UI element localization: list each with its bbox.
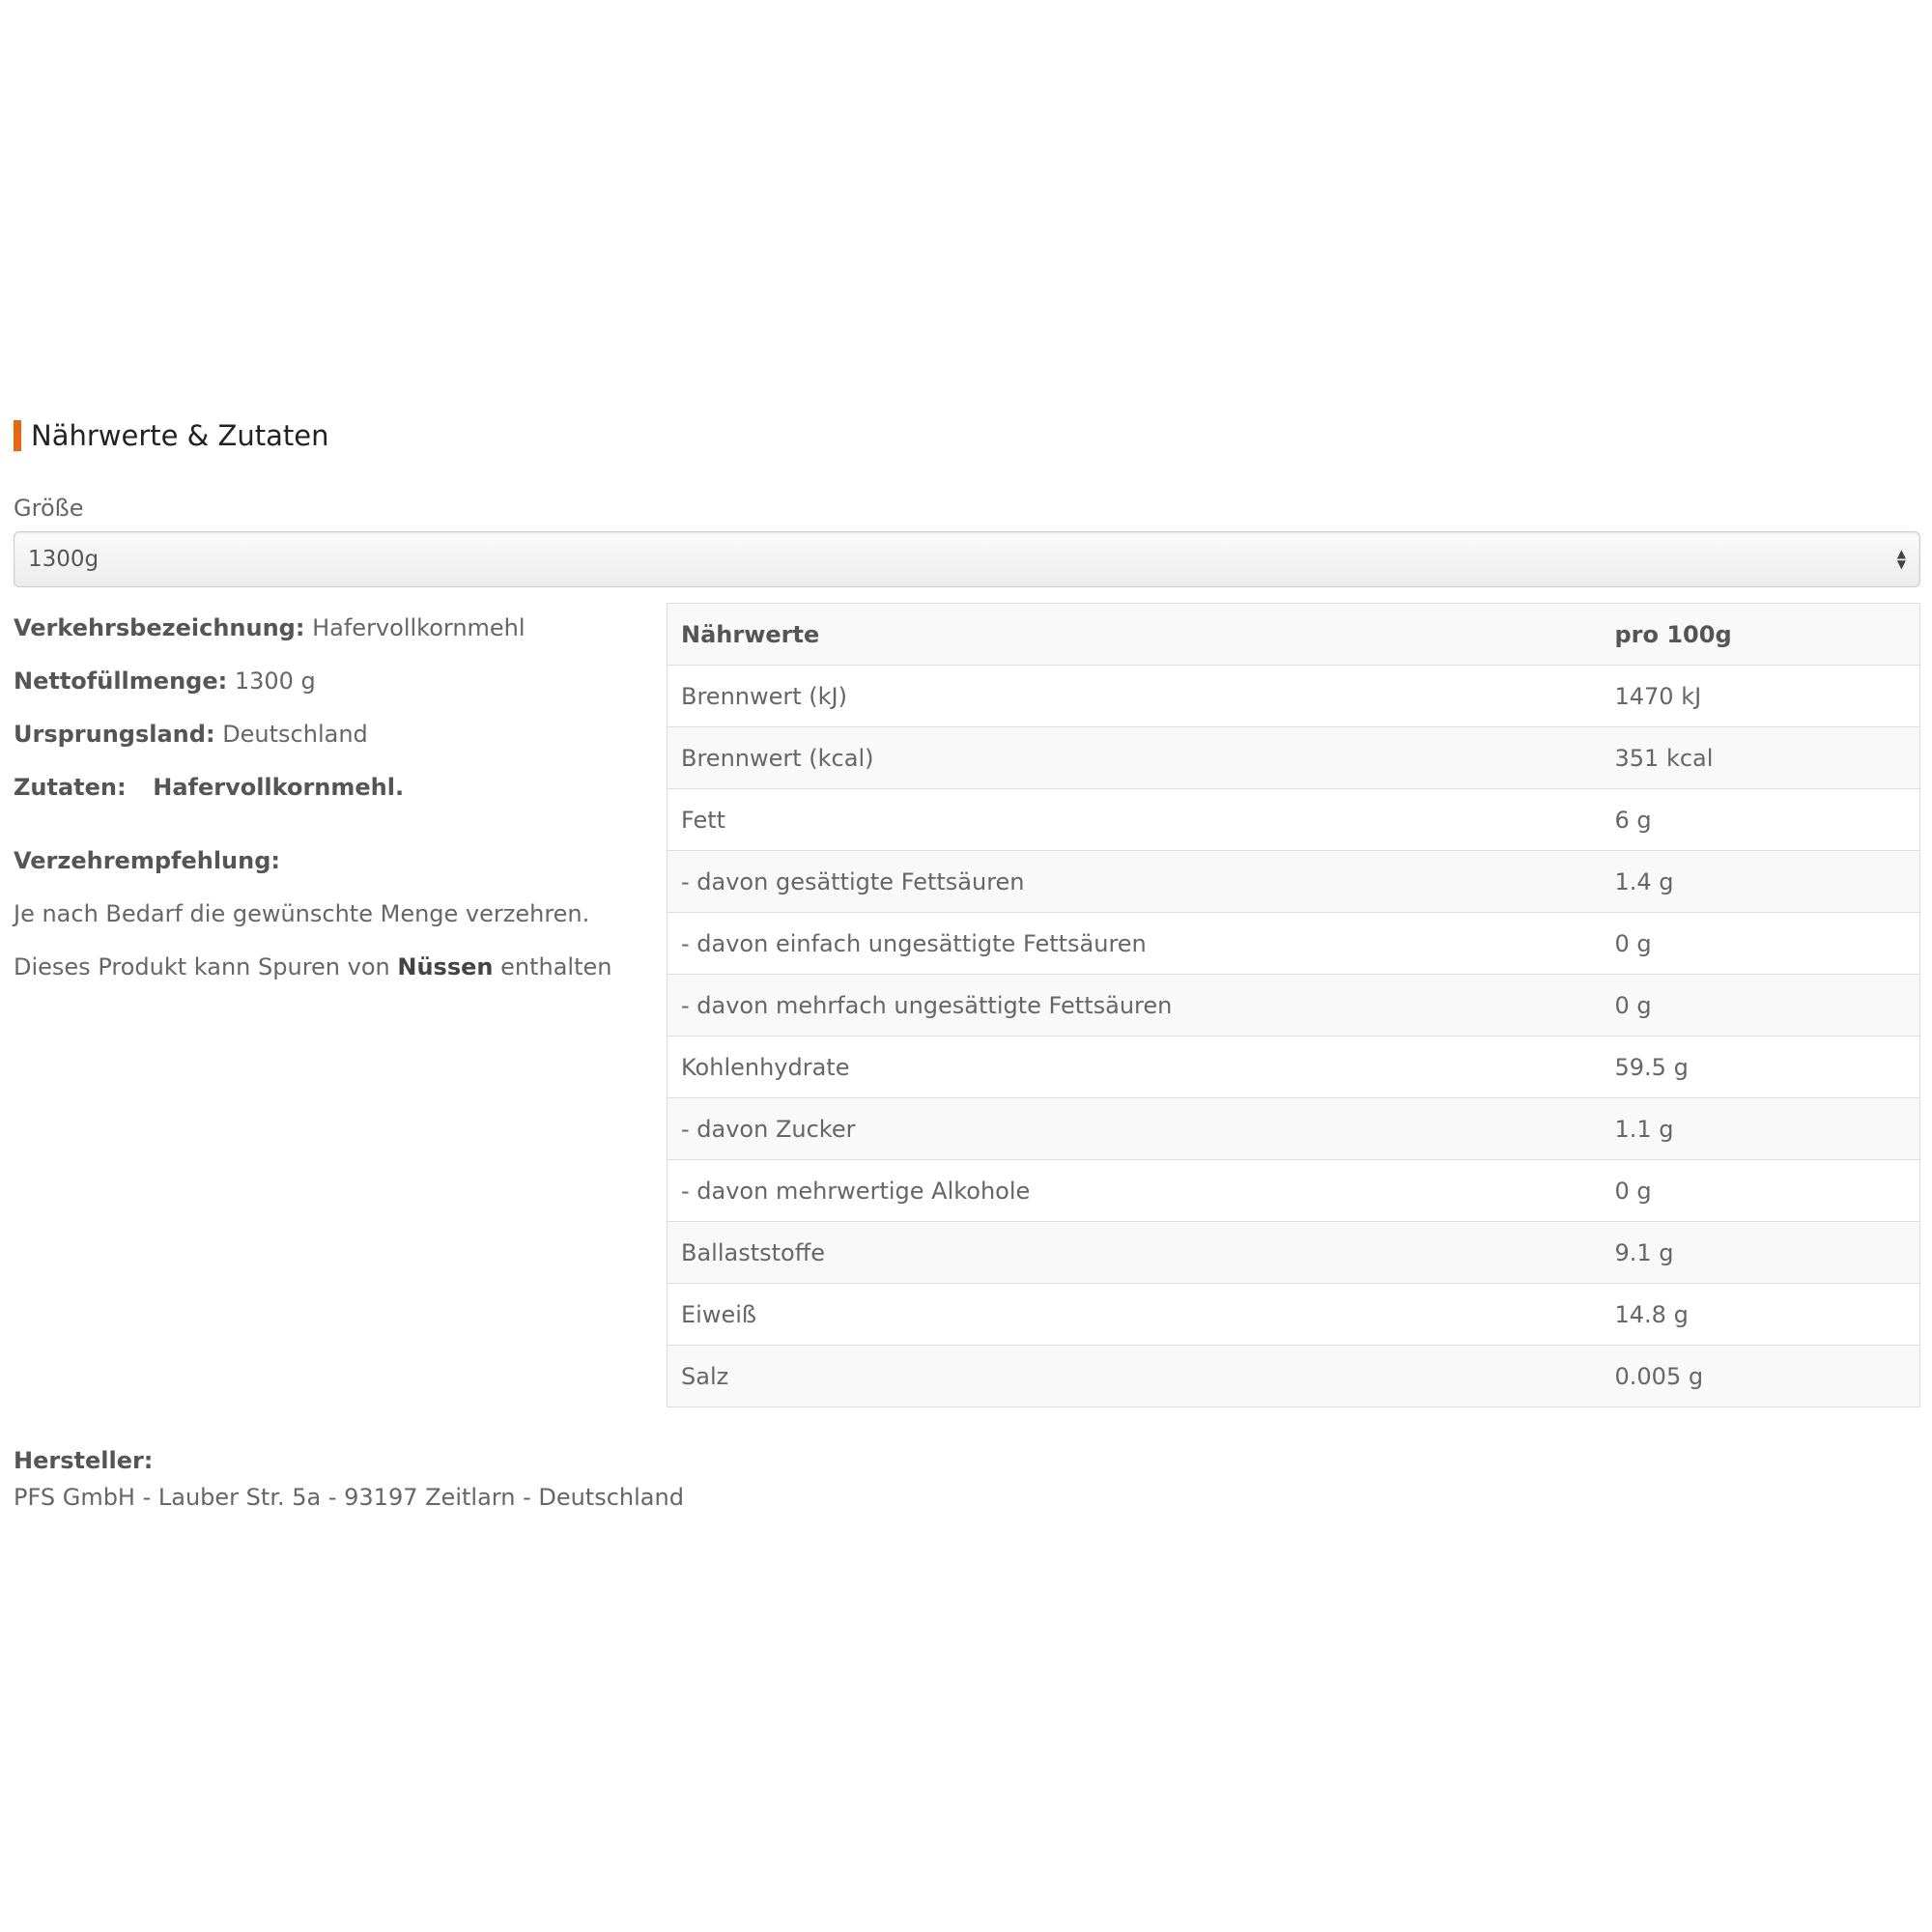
table-row: [668, 727, 1920, 789]
table-row: [668, 1346, 1920, 1407]
ingredients-line: [14, 773, 667, 802]
nutrition-table: [667, 603, 1920, 1407]
table-row: [668, 1222, 1920, 1284]
nutrient-label: Brennwert (kJ): [668, 666, 1602, 727]
nutrient-value: 6 g: [1602, 789, 1920, 851]
section-header: [14, 415, 1924, 456]
nutrient-value: 1470 kJ: [1602, 666, 1920, 727]
origin-line: [14, 720, 667, 749]
nutrient-label: Salz: [668, 1346, 1602, 1407]
net-quantity-line: [14, 667, 667, 696]
recommendation-text: Je nach Bedarf die gewünschte Menge verzehren.: [14, 900, 590, 927]
size-select[interactable]: [14, 531, 1920, 587]
content-area: [14, 603, 1924, 1407]
product-info: [14, 603, 667, 1407]
nutrient-label: Kohlenhydrate: [668, 1037, 1602, 1098]
nutrient-label: - davon einfach ungesättigte Fettsäuren: [668, 913, 1602, 975]
table-row: [668, 1284, 1920, 1346]
net-quantity-value: 1300 g: [234, 668, 316, 695]
nutrient-value: 0 g: [1602, 1160, 1920, 1222]
nutrient-label: Eiweiß: [668, 1284, 1602, 1346]
accent-bar: [14, 420, 21, 451]
table-row: [668, 913, 1920, 975]
nutrient-label: - davon gesättigte Fettsäuren: [668, 851, 1602, 913]
table-row: [668, 666, 1920, 727]
designation-line: [14, 613, 667, 642]
nutrient-value: 1.1 g: [1602, 1098, 1920, 1160]
nutrient-label: Brennwert (kcal): [668, 727, 1602, 789]
nutrient-label: - davon mehrfach ungesättigte Fettsäuren: [668, 975, 1602, 1037]
nutrient-label: Fett: [668, 789, 1602, 851]
table-row: [668, 789, 1920, 851]
nutrient-value: 9.1 g: [1602, 1222, 1920, 1284]
size-select-value: 1300g: [28, 547, 99, 572]
column-header-nutrient: Nährwerte: [668, 604, 1602, 666]
trace-suffix: enthalten: [500, 953, 612, 980]
table-row: [668, 1037, 1920, 1098]
nutrient-value: 0 g: [1602, 975, 1920, 1037]
nutrition-table-wrap: [667, 603, 1920, 1407]
nutrient-value: 1.4 g: [1602, 851, 1920, 913]
section-title: Nährwerte & Zutaten: [31, 419, 329, 452]
manufacturer-address: PFS GmbH - Lauber Str. 5a - 93197 Zeitlarn - Deutschland: [14, 1484, 684, 1511]
trace-allergen: Nüssen: [397, 953, 494, 980]
ingredients-value: Hafervollkornmehl.: [153, 774, 405, 801]
nutrient-value: 59.5 g: [1602, 1037, 1920, 1098]
nutrition-section: [14, 415, 1924, 1512]
table-row: [668, 975, 1920, 1037]
designation-label: Verkehrsbezeichnung:: [14, 614, 305, 641]
nutrient-value: 0.005 g: [1602, 1346, 1920, 1407]
nutrient-label: - davon mehrwertige Alkohole: [668, 1160, 1602, 1222]
table-row: [668, 1098, 1920, 1160]
manufacturer-label: Hersteller:: [14, 1447, 154, 1474]
manufacturer-block: [14, 1446, 1924, 1512]
table-header-row: [668, 604, 1920, 666]
nutrient-value: 14.8 g: [1602, 1284, 1920, 1346]
column-header-per-100g: pro 100g: [1602, 604, 1920, 666]
ingredients-label: Zutaten:: [14, 774, 127, 801]
nutrient-label: - davon Zucker: [668, 1098, 1602, 1160]
table-row: [668, 851, 1920, 913]
origin-value: Deutschland: [222, 721, 368, 748]
net-quantity-label: Nettofüllmenge:: [14, 668, 228, 695]
recommendation-title: Verzehrempfehlung:: [14, 847, 280, 874]
nutrient-label: Ballaststoffe: [668, 1222, 1602, 1284]
table-row: [668, 1160, 1920, 1222]
trace-prefix: Dieses Produkt kann Spuren von: [14, 953, 390, 980]
designation-value: Hafervollkornmehl: [312, 614, 526, 641]
size-label: Größe: [14, 495, 84, 522]
select-arrows-icon: ▲ ▼: [1896, 547, 1906, 571]
origin-label: Ursprungsland:: [14, 721, 215, 748]
nutrient-value: 351 kcal: [1602, 727, 1920, 789]
allergen-trace-note: [14, 952, 667, 981]
nutrient-value: 0 g: [1602, 913, 1920, 975]
